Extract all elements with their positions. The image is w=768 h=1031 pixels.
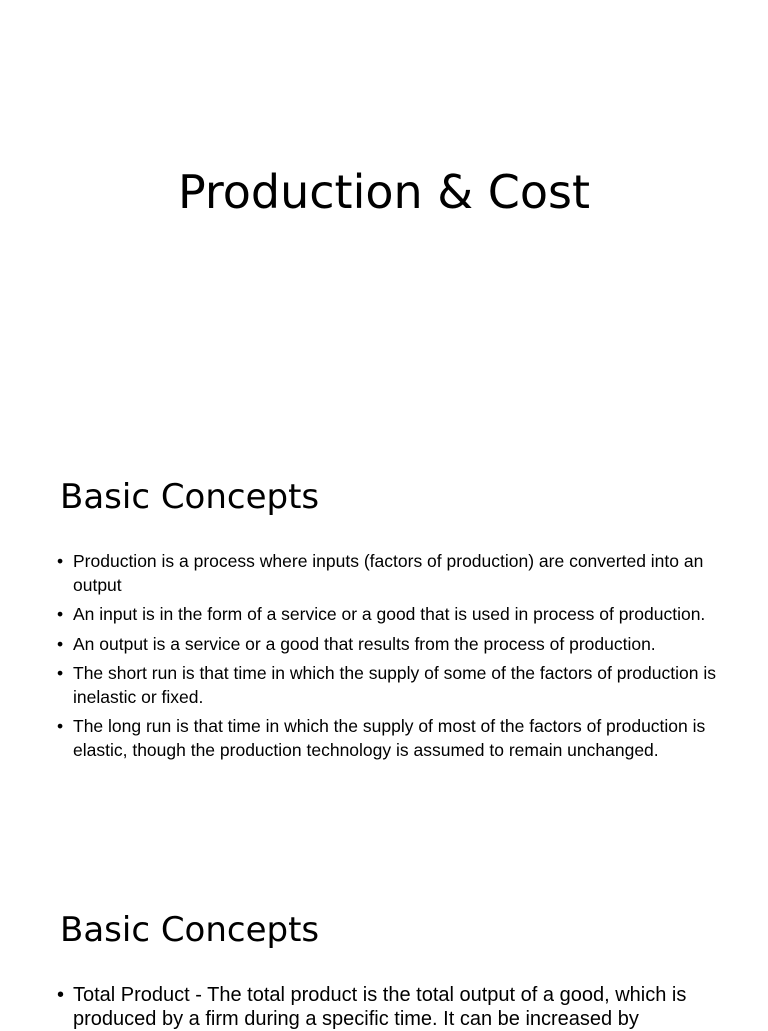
bullet-icon: • (57, 663, 64, 683)
list-item (57, 662, 717, 709)
list-item (57, 550, 717, 597)
section-title: Basic Concepts (60, 910, 320, 950)
bullet-text: Production is a process where inputs (factors of production) are converted into an output (73, 551, 704, 595)
bullet-icon: • (57, 604, 64, 624)
bullet-text: Total Product - The total product is the total output of a good, which is produced by a firm during a specific time. It can be increased by (73, 984, 687, 1030)
bullet-text: The short run is that time in which the supply of some of the factors of production is inelastic or fixed. (73, 663, 716, 707)
bullet-icon: • (57, 984, 65, 1006)
bullet-icon: • (57, 551, 64, 571)
bullet-icon: • (57, 633, 64, 654)
bullet-text: An input is in the form of a service or a good that is used in process of production. (73, 604, 706, 624)
list-item (57, 715, 717, 762)
list-item (57, 633, 717, 657)
list-item (57, 603, 717, 627)
bullet-text: An output is a service or a good that results from the process of production. (73, 633, 656, 654)
section-title: Basic Concepts (60, 477, 320, 517)
bullet-text: The long run is that time in which the supply of most of the factors of production is elastic, though the production technology is assumed to remain unchanged. (73, 716, 706, 760)
bullet-icon: • (57, 716, 64, 736)
slide-title: Production & Cost (177, 165, 591, 219)
bullet-list (57, 550, 717, 768)
